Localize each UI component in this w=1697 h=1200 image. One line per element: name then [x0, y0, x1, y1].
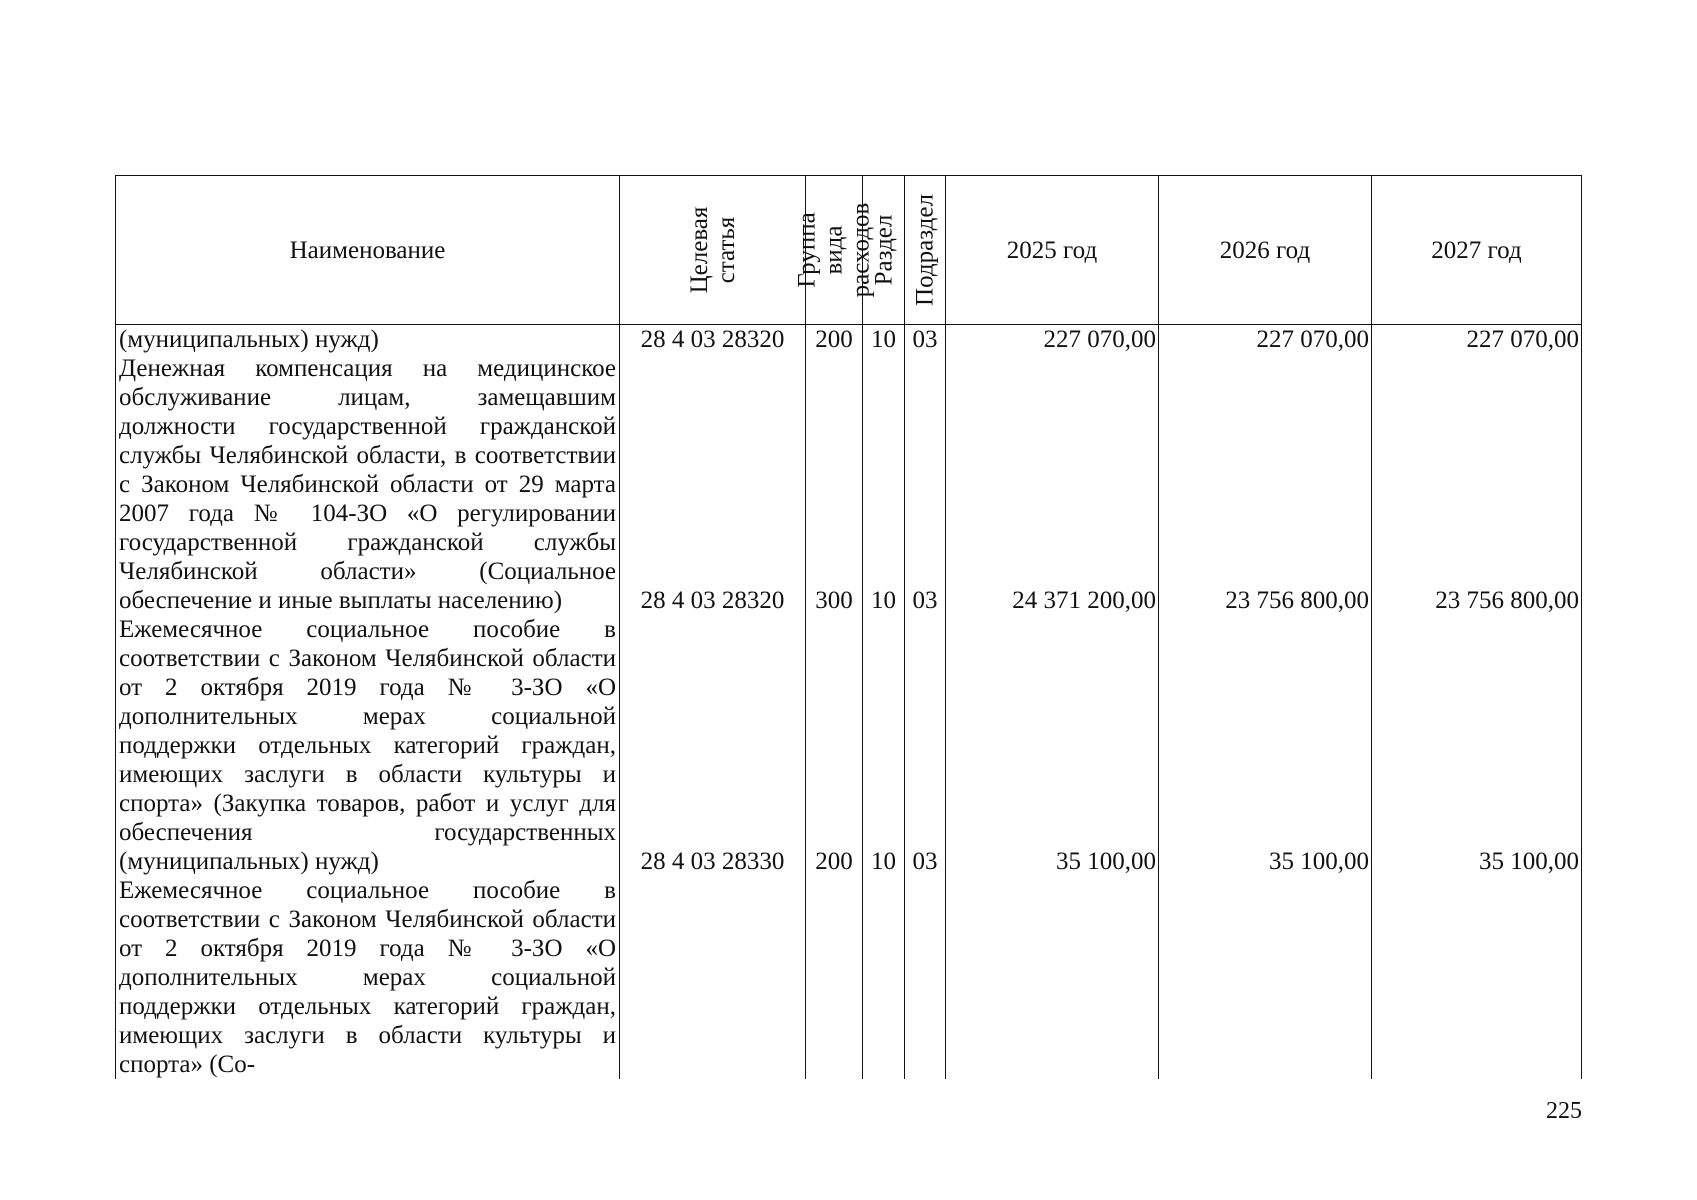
row-target-article: 28 4 03 28320: [620, 325, 806, 355]
budget-table: [115, 175, 1582, 1079]
row-value-2025: 35 100,00: [946, 615, 1159, 876]
table-row: [116, 354, 1582, 615]
page-number: 225: [1546, 1098, 1582, 1124]
row-name: Ежемесячное социальное пособие в соответствии с Законом Челябинской области от 2 октября 2019 года № 3-ЗО «О дополнительных мерах социальной поддержки отдельных категорий граждан, имеющих заслуги в области культуры и спорта» (Закупка товаров, работ и услуг для обеспечения государственных (муниципальных) нужд): [116, 615, 620, 876]
header-section: [863, 176, 905, 325]
row-expense-group: 200: [806, 615, 863, 876]
header-expense-group-text: Группа вида расходов: [793, 202, 875, 298]
header-target-article: [620, 176, 806, 325]
row-section: 10: [863, 325, 905, 355]
row-subsection: [905, 876, 946, 1079]
row-value-2026: 227 070,00: [1159, 325, 1372, 355]
row-subsection: 03: [905, 615, 946, 876]
row-value-2025: 24 371 200,00: [946, 354, 1159, 615]
row-section: 10: [863, 615, 905, 876]
row-target-article: [620, 876, 806, 1079]
row-expense-group: 200: [806, 325, 863, 355]
row-target-article: 28 4 03 28330: [620, 615, 806, 876]
header-year-2027: 2027 год: [1372, 176, 1582, 325]
row-name: Денежная компенсация на медицинское обслуживание лицам, замещавшим должности государственной гражданской службы Челябинской области, в соответствии с Законом Челябинской области от 29 марта 2007 года № 104-ЗО «О регулировании государственной гражданской службы Челябинской области» (Социальное обеспечение и иные выплаты населению): [116, 354, 620, 615]
row-expense-group: 300: [806, 354, 863, 615]
row-value-2027: [1372, 876, 1582, 1079]
row-name: (муниципальных) нужд): [116, 325, 620, 355]
header-name: Наименование: [116, 176, 620, 325]
row-value-2027: 227 070,00: [1372, 325, 1582, 355]
header-expense-group: [793, 176, 875, 325]
header-year-2025: 2025 год: [946, 176, 1159, 325]
row-section: [863, 876, 905, 1079]
row-value-2025: 227 070,00: [946, 325, 1159, 355]
row-value-2026: 35 100,00: [1159, 615, 1372, 876]
table-header-row: [116, 176, 1582, 325]
row-value-2025: [946, 876, 1159, 1079]
row-target-article: 28 4 03 28320: [620, 354, 806, 615]
header-subsection-text: Подраздел: [911, 194, 939, 306]
header-year-2026: 2026 год: [1159, 176, 1372, 325]
table-row: [116, 876, 1582, 1079]
table-row: [116, 615, 1582, 876]
header-section-text: Раздел: [870, 214, 897, 286]
row-value-2027: 35 100,00: [1372, 615, 1582, 876]
row-expense-group: [806, 876, 863, 1079]
row-name: Ежемесячное социальное пособие в соответствии с Законом Челябинской области от 2 октября 2019 года № 3-ЗО «О дополнительных мерах социальной поддержки отдельных категорий граждан, имеющих заслуги в области культуры и спорта» (Со-: [116, 876, 620, 1079]
row-subsection: 03: [905, 325, 946, 355]
row-value-2026: 23 756 800,00: [1159, 354, 1372, 615]
row-value-2027: 23 756 800,00: [1372, 354, 1582, 615]
row-section: 10: [863, 354, 905, 615]
row-value-2026: [1159, 876, 1372, 1079]
header-target-article-text: Целевая статья: [685, 206, 740, 294]
row-subsection: 03: [905, 354, 946, 615]
header-subsection: [905, 176, 946, 325]
table-row: [116, 325, 1582, 355]
